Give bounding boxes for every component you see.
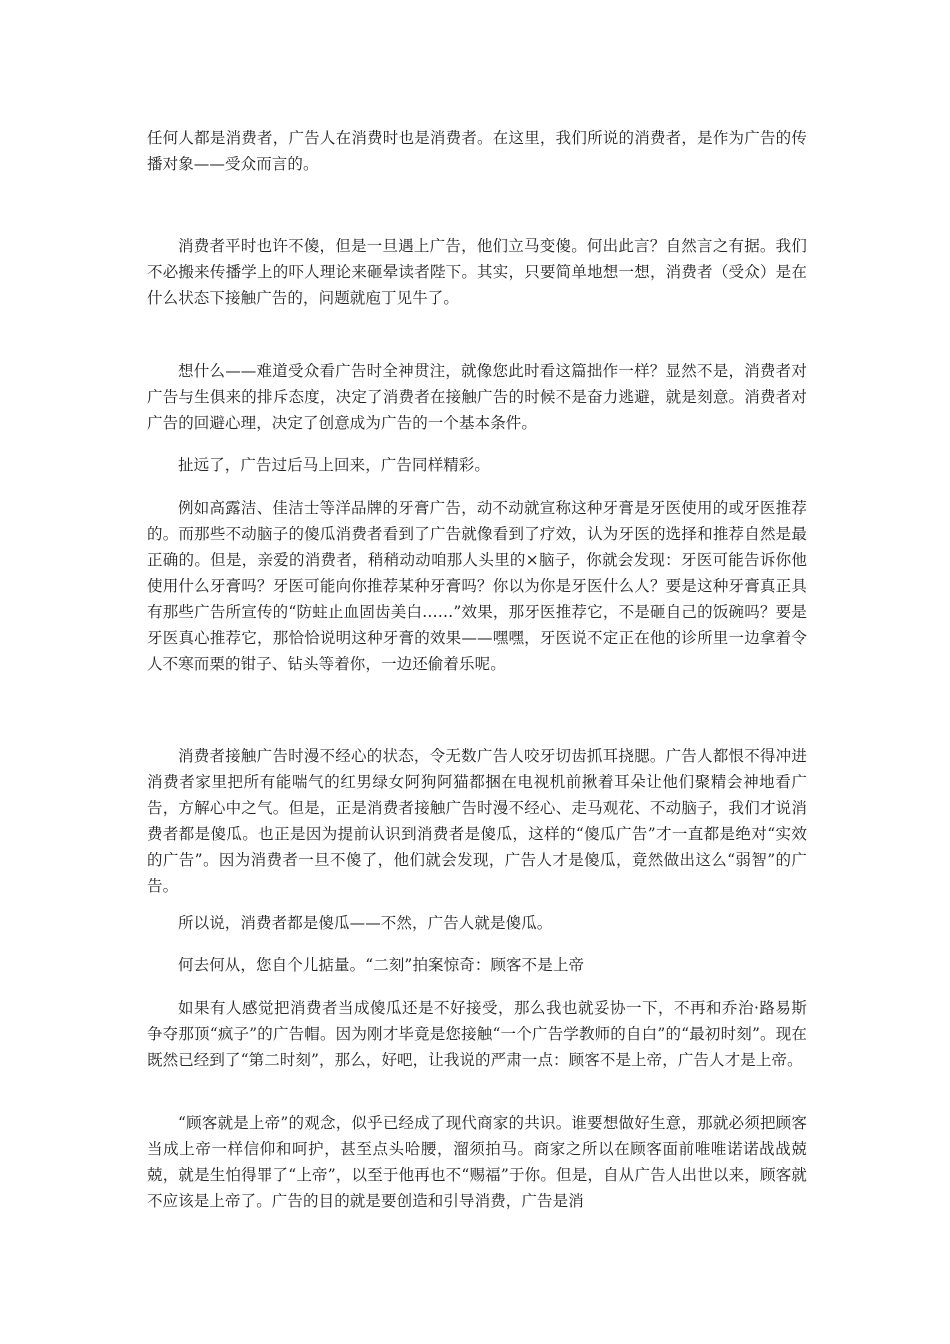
paragraph-3: 想什么——难道受众看广告时全神贯注，就像您此时看这篇拙作一样？显然不是，消费者对广告与生俱来的排斥态度，决定了消费者在接触广告的时候不是奋力逃避，就是刻意。消费者对广告的回避心理，决定了创意成为广告的一个基本条件。 [147, 362, 807, 432]
paragraph-5: 例如高露洁、佳洁士等洋品牌的牙膏广告，动不动就宣称这种牙膏是牙医使用的或牙医推荐的。而那些不动脑子的傻瓜消费者看到了广告就像看到了疗效，认为牙医的选择和推荐自然是最正确的。但是，亲爱的消费者，稍稍动动咱那人头里的×脑子，你就会发现：牙医可能告诉你他使用什么牙膏吗？牙医可能向你推荐某种牙膏吗？你以为你是牙医什么人？要是这种牙膏真正具有那些广告所宣传的“防蛀止血固齿美白……”效果，那牙医推荐它，不是砸自己的饭碗吗？要是牙医真心推荐它，那恰恰说明这种牙膏的效果——嘿嘿，牙医说不定正在他的诊所里一边拿着令人不寒而栗的钳子、钻头等着你，一边还偷着乐呢。 [147, 499, 807, 673]
paragraph-10: “顾客就是上帝”的观念，似乎已经成了现代商家的共识。谁要想做好生意，那就必须把顾客当成上帝一样信仰和呵护，甚至点头哈腰，溜须拍马。商家之所以在顾客面前唯唯诺诺战战兢兢，就是生怕得罪了“上帝”，以至于他再也不“赐福”于你。但是，自从广告人出世以来，顾客就不应该是上帝了。广告的目的就是要创造和引导消费，广告是消 [147, 1114, 807, 1210]
paragraph-6: 消费者接触广告时漫不经心的状态，令无数广告人咬牙切齿抓耳挠腮。广告人都恨不得冲进消费者家里把所有能喘气的红男绿女阿狗阿猫都捆在电视机前揪着耳朵让他们聚精会神地看广告，方解心中之气。但是，正是消费者接触广告时漫不经心、走马观花、不动脑子，我们才说消费者都是傻瓜。也正是因为提前认识到消费者是傻瓜，这样的“傻瓜广告”才一直都是绝对“实效的广告”。因为消费者一旦不傻了，他们就会发现，广告人才是傻瓜，竟然做出这么“弱智”的广告。 [147, 747, 807, 895]
paragraph-1: 任何人都是消费者，广告人在消费时也是消费者。在这里，我们所说的消费者，是作为广告的传播对象——受众而言的。 [147, 129, 807, 173]
paragraph-7: 所以说，消费者都是傻瓜——不然，广告人就是傻瓜。 [178, 914, 553, 932]
paragraph-8: 何去何从，您自个儿掂量。“二刻”拍案惊奇：顾客不是上帝 [178, 956, 585, 974]
paragraph-9: 如果有人感觉把消费者当成傻瓜还是不好接受，那么我也就妥协一下，不再和乔治·路易斯争夺那顶“疯子”的广告帽。因为刚才毕竟是您接触“一个广告学教师的自白”的“最初时刻”。现在既然已经到了“第二时刻”，那么，好吧，让我说的严肃一点：顾客不是上帝，广告人才是上帝。 [147, 999, 808, 1069]
paragraph-2: 消费者平时也许不傻，但是一旦遇上广告，他们立马变傻。何出此言？自然言之有据。我们不必搬来传播学上的吓人理论来砸晕读者陛下。其实，只要简单地想一想，消费者（受众）是在什么状态下接触广告的，问题就庖丁见牛了。 [147, 237, 807, 307]
paragraph-4: 扯远了，广告过后马上回来，广告同样精彩。 [178, 456, 491, 474]
